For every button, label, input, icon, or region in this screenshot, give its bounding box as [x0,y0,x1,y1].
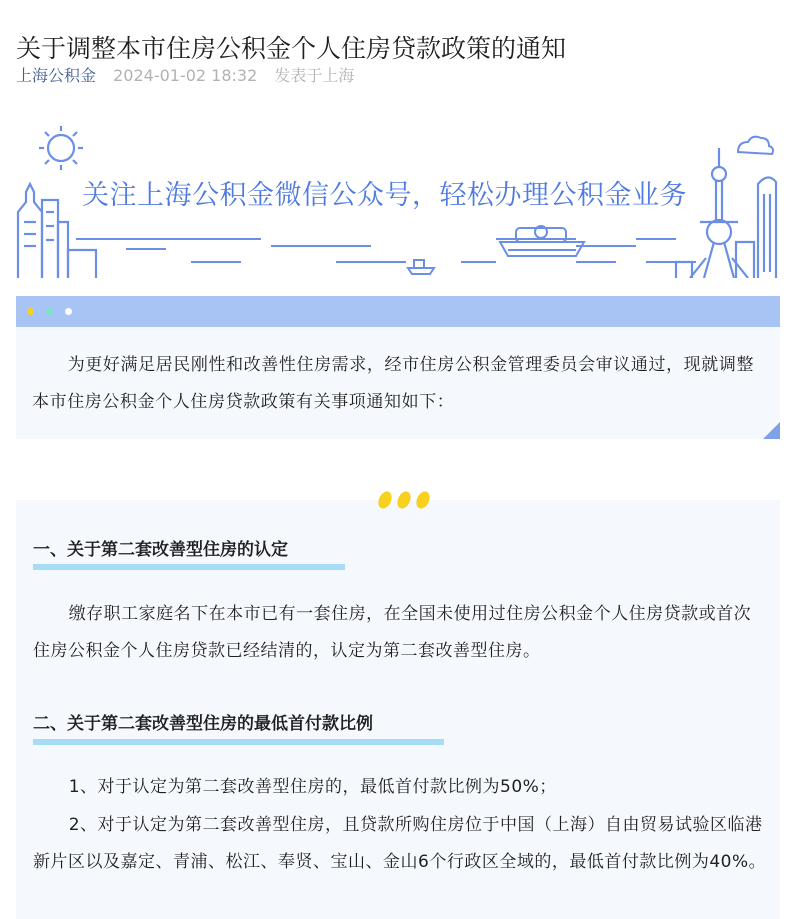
article-meta [16,64,354,88]
intro-box [16,327,780,439]
decorative-dots-icon [376,487,436,513]
heading-underline [33,739,444,745]
cloud-icon [738,137,773,154]
heading-underline [33,564,345,570]
banner-image [16,122,780,278]
intro-header-bar [16,296,780,327]
main-content-box [16,500,780,919]
ferry-icon [500,226,584,256]
green-dot-icon [46,308,53,315]
section-1-body: 缴存职工家庭名下在本市已有一套住房，在全国未使用过住房公积金个人住房贷款或首次住房公积金个人住房贷款已经结清的，认定为第二套改善型住房。 [33,604,752,661]
section-2-item-2: 2、对于认定为第二套改善型住房，且贷款所购住房位于中国（上海）自由贸易试验区临港新片区以及嘉定、青浦、松江、奉贤、宝山、金山6个行政区全域的，最低首付款比例为40%。 [33,815,767,872]
corner-triangle-icon [763,422,780,439]
article-title: 关于调整本市住房公积金个人住房贷款政策的通知 [16,33,567,63]
tower-icon [690,148,748,278]
water-lines [76,239,696,262]
publish-time: 2024-01-02 18:32 [113,66,258,85]
author-link[interactable]: 上海公积金 [16,66,97,85]
section-2-heading: 二、关于第二套改善型住房的最低首付款比例 [33,714,373,734]
publish-location: 发表于上海 [274,66,355,85]
intro-text: 为更好满足居民刚性和改善性住房需求，经市住房公积金管理委员会审议通过，现就调整本市住房公积金个人住房贷款政策有关事项通知如下： [32,355,755,412]
banner-text: 关注上海公积金微信公众号，轻松办理公积金业务 [82,180,687,211]
section-2-item-1: 1、对于认定为第二套改善型住房的，最低首付款比例为50%； [68,777,557,797]
yellow-dot-icon [27,308,34,315]
white-dot-icon [65,308,72,315]
right-buildings [676,177,776,278]
small-boat-icon [408,260,434,274]
section-1-heading: 一、关于第二套改善型住房的认定 [33,540,288,560]
sun-icon [39,126,83,170]
